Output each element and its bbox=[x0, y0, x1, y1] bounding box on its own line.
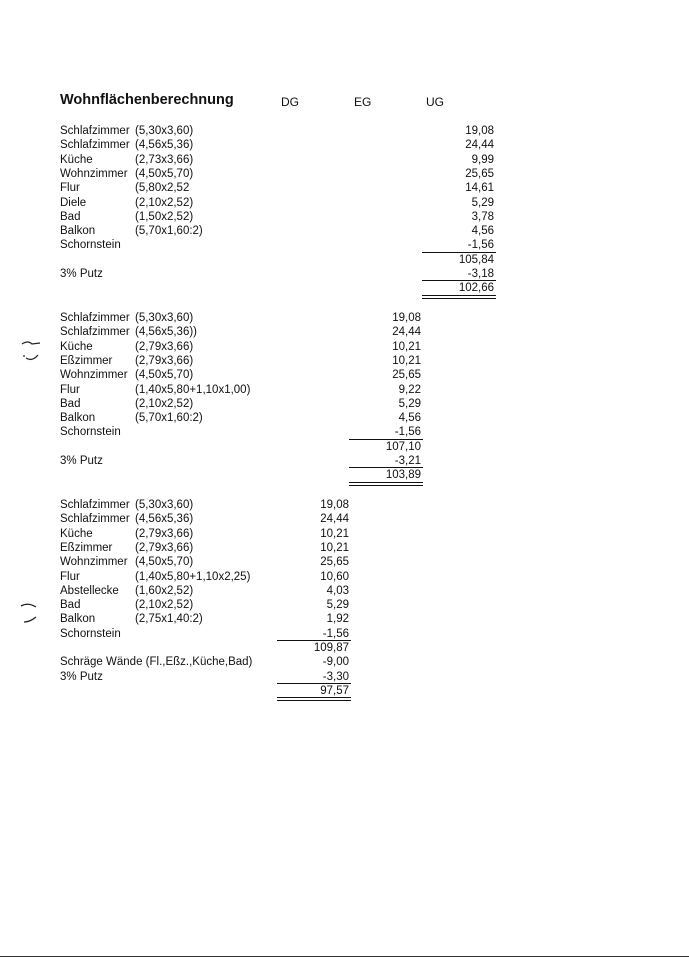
total-double-rule bbox=[277, 697, 351, 701]
room-dimensions: (2,79x3,66) bbox=[135, 340, 194, 353]
room-label: Küche bbox=[60, 527, 93, 540]
column-header-ug: UG bbox=[426, 95, 444, 109]
room-label: Schornstein bbox=[60, 627, 121, 640]
room-dimensions: (2,73x3,66) bbox=[135, 153, 194, 166]
area-value: 19,08 bbox=[320, 499, 349, 511]
table-row bbox=[60, 383, 250, 397]
table-row bbox=[60, 153, 193, 167]
room-dimensions: (1,40x5,80+1,10x2,25) bbox=[135, 570, 251, 583]
table-row bbox=[60, 541, 193, 555]
room-label: Bad bbox=[60, 210, 81, 223]
room-label: Wohnzimmer bbox=[60, 556, 128, 569]
table-row bbox=[60, 498, 193, 512]
table-row bbox=[60, 224, 203, 238]
area-value: 9,99 bbox=[471, 153, 494, 166]
room-label: Schlafzimmer bbox=[60, 125, 130, 137]
room-label: Schornstein bbox=[60, 426, 121, 439]
room-dimensions: (5,30x3,60) bbox=[135, 125, 194, 137]
total-value: 103,89 bbox=[385, 469, 421, 482]
room-label: Wohnzimmer bbox=[60, 167, 128, 180]
room-label: Bad bbox=[60, 599, 81, 612]
area-value: 14,61 bbox=[465, 182, 494, 195]
area-value: 1,92 bbox=[326, 613, 349, 626]
area-value: -1,56 bbox=[394, 426, 421, 439]
column-header-dg: DG bbox=[281, 95, 299, 109]
area-value: -1,56 bbox=[322, 627, 349, 640]
room-label: Flur bbox=[60, 182, 80, 195]
area-value: 24,44 bbox=[320, 513, 349, 526]
deduction-label: 3% Putz bbox=[60, 670, 103, 683]
room-dimensions: (4,50x5,70) bbox=[135, 556, 194, 569]
page-title: Wohnflächenberechnung bbox=[60, 92, 234, 108]
table-row bbox=[60, 584, 193, 598]
area-value: 19,08 bbox=[392, 312, 421, 324]
room-dimensions: (1,40x5,80+1,10x1,00) bbox=[135, 383, 251, 396]
total-value: 97,57 bbox=[320, 684, 349, 697]
deduction-label: 3% Putz bbox=[60, 268, 103, 280]
table-row bbox=[60, 368, 193, 382]
area-value: 4,56 bbox=[471, 225, 494, 238]
room-label: Schlafzimmer bbox=[60, 326, 130, 339]
area-value: 3,78 bbox=[471, 210, 494, 223]
table-row bbox=[60, 512, 193, 526]
total-value: 102,66 bbox=[458, 282, 494, 295]
table-row bbox=[60, 354, 193, 368]
area-value: 10,60 bbox=[320, 570, 349, 583]
table-row bbox=[60, 527, 193, 541]
area-value: 24,44 bbox=[465, 139, 494, 152]
table-row bbox=[60, 340, 193, 354]
table-row bbox=[60, 397, 193, 411]
table-row bbox=[60, 210, 193, 224]
room-dimensions: (5,80x2,52 bbox=[135, 182, 190, 195]
room-dimensions: (2,10x2,52) bbox=[135, 397, 194, 410]
room-dimensions: (2,10x2,52) bbox=[135, 196, 194, 209]
room-label: Eßzimmer bbox=[60, 541, 113, 554]
room-label: Balkon bbox=[60, 225, 96, 238]
subtotal-value: 105,84 bbox=[458, 253, 494, 266]
room-label: Schlafzimmer bbox=[60, 312, 130, 324]
room-dimensions: (2,79x3,66) bbox=[135, 527, 194, 540]
deduction-label: 3% Putz bbox=[60, 455, 103, 467]
total-double-rule bbox=[349, 482, 423, 486]
room-label: Flur bbox=[60, 383, 80, 396]
area-value: 10,21 bbox=[392, 340, 421, 353]
handwritten-mark bbox=[20, 336, 44, 366]
table-row bbox=[60, 627, 135, 641]
table-row bbox=[60, 411, 203, 425]
room-dimensions: (4,56x5,36) bbox=[135, 139, 194, 152]
area-value: 5,29 bbox=[471, 196, 494, 209]
area-value: 10,21 bbox=[320, 541, 349, 554]
subtotal-value: 107,10 bbox=[385, 440, 421, 453]
deduction-value: -3,18 bbox=[467, 268, 494, 280]
room-label: Schlafzimmer bbox=[60, 139, 130, 152]
deduction-label: Schräge Wände (Fl.,Eßz.,Küche,Bad) bbox=[60, 656, 253, 669]
deduction-value: -3,30 bbox=[322, 670, 349, 683]
total-double-rule bbox=[422, 295, 496, 299]
table-row bbox=[60, 181, 189, 195]
area-value: 25,65 bbox=[465, 167, 494, 180]
column-header-eg: EG bbox=[354, 95, 372, 109]
room-label: Küche bbox=[60, 153, 93, 166]
subtotal-value: 109,87 bbox=[313, 642, 349, 654]
room-label: Balkon bbox=[60, 412, 96, 425]
area-value: 19,08 bbox=[465, 125, 494, 137]
table-row bbox=[60, 138, 193, 152]
room-dimensions: (4,50x5,70) bbox=[135, 167, 194, 180]
area-value: 25,65 bbox=[320, 556, 349, 569]
room-label: Eßzimmer bbox=[60, 354, 113, 367]
room-label: Schlafzimmer bbox=[60, 499, 130, 511]
room-dimensions: (5,30x3,60) bbox=[135, 312, 194, 324]
table-row bbox=[60, 598, 193, 612]
area-value: 4,56 bbox=[398, 412, 421, 425]
table-row bbox=[60, 555, 193, 569]
room-label: Schlafzimmer bbox=[60, 513, 130, 526]
area-value: 5,29 bbox=[398, 397, 421, 410]
area-value: 4,03 bbox=[326, 584, 349, 597]
area-value: 25,65 bbox=[392, 369, 421, 382]
room-dimensions: (1,60x2,52) bbox=[135, 584, 194, 597]
table-row bbox=[60, 196, 193, 210]
room-dimensions: (4,50x5,70) bbox=[135, 369, 194, 382]
room-dimensions: (2,79x3,66) bbox=[135, 541, 194, 554]
deduction-value: -3,21 bbox=[394, 455, 421, 467]
area-value: 5,29 bbox=[326, 599, 349, 612]
table-row bbox=[60, 167, 193, 181]
room-label: Bad bbox=[60, 397, 81, 410]
room-dimensions: (2,75x1,40:2) bbox=[135, 613, 203, 626]
room-dimensions: (5,70x1,60:2) bbox=[135, 412, 203, 425]
handwritten-mark bbox=[18, 600, 42, 630]
room-label: Diele bbox=[60, 196, 87, 209]
table-row bbox=[60, 570, 250, 584]
area-value: 9,22 bbox=[398, 383, 421, 396]
room-label: Küche bbox=[60, 340, 93, 353]
room-dimensions: (2,79x3,66) bbox=[135, 354, 194, 367]
area-value: 10,21 bbox=[320, 527, 349, 540]
table-row bbox=[60, 325, 197, 339]
room-label: Abstellecke bbox=[60, 584, 119, 597]
table-row bbox=[60, 612, 203, 626]
room-dimensions: (4,56x5,36) bbox=[135, 513, 194, 526]
room-dimensions: (1,50x2,52) bbox=[135, 210, 194, 223]
deduction-value: -9,00 bbox=[322, 656, 349, 669]
page-bottom-edge bbox=[0, 956, 689, 957]
area-value: -1,56 bbox=[467, 239, 494, 252]
room-label: Wohnzimmer bbox=[60, 369, 128, 382]
room-label: Balkon bbox=[60, 613, 96, 626]
table-row bbox=[60, 311, 193, 325]
table-row bbox=[60, 238, 135, 252]
room-dimensions: (4,56x5,36)) bbox=[135, 326, 198, 339]
room-label: Schornstein bbox=[60, 239, 121, 252]
room-dimensions: (2,10x2,52) bbox=[135, 599, 194, 612]
room-dimensions: (5,30x3,60) bbox=[135, 499, 194, 511]
area-value: 10,21 bbox=[392, 354, 421, 367]
table-row bbox=[60, 425, 135, 439]
room-dimensions: (5,70x1,60:2) bbox=[135, 225, 203, 238]
area-value: 24,44 bbox=[392, 326, 421, 339]
room-label: Flur bbox=[60, 570, 80, 583]
table-row bbox=[60, 124, 193, 138]
